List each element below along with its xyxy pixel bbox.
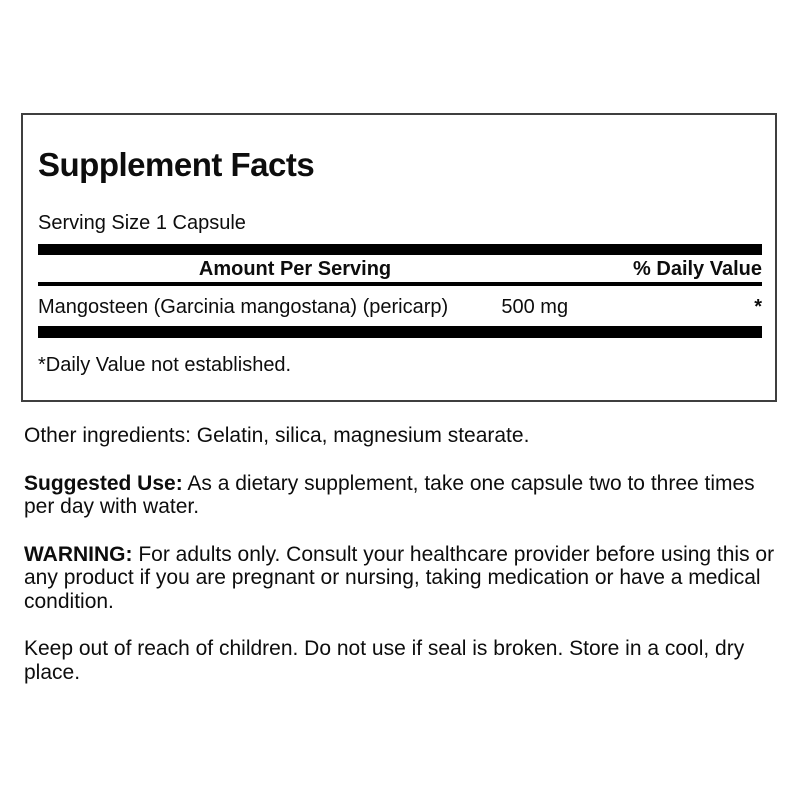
separator-bar-thick-bottom [38, 326, 762, 338]
column-header-amount-per-serving: Amount Per Serving [198, 258, 392, 280]
storage-line-2: place. [24, 660, 81, 684]
suggested-use-line-1 [24, 472, 784, 496]
table-row [38, 286, 762, 326]
column-header-daily-value: % Daily Value [633, 258, 762, 280]
serving-size-text: Serving Size 1 Capsule [38, 212, 246, 234]
daily-value-footnote: *Daily Value not established. [38, 354, 292, 376]
panel-title: Supplement Facts [38, 146, 315, 183]
suggested-use-paragraph [24, 472, 784, 519]
other-ingredients-paragraph [24, 424, 784, 448]
separator-bar-thick-top [38, 244, 762, 255]
warning-paragraph [24, 543, 784, 614]
other-ingredients-line: Other ingredients: Gelatin, silica, magnesium stearate. [24, 424, 530, 447]
table-header-row [38, 255, 762, 282]
warning-label: WARNING: [24, 542, 133, 566]
storage-paragraph [24, 637, 784, 684]
suggested-use-label: Suggested Use: [24, 471, 183, 495]
storage-line-1: Keep out of reach of children. Do not use if seal is broken. Store in a cool, dry [24, 637, 745, 660]
ingredient-daily-value: * [754, 296, 762, 318]
ingredient-name: Mangosteen (Garcinia mangostana) (pericarp) [38, 296, 449, 318]
suggested-use-text: As a dietary supplement, take one capsule two to three times [182, 471, 755, 495]
warning-text: For adults only. Consult your healthcare provider before using this or [132, 542, 775, 566]
ingredient-amount: 500 mg [501, 296, 569, 318]
label-body-text [24, 424, 784, 708]
warning-line-2: any product if you are pregnant or nursing, taking medication or have a medical [24, 566, 761, 589]
supplement-facts-panel [21, 113, 777, 402]
warning-line-1 [24, 543, 784, 567]
warning-line-3: condition. [24, 589, 114, 613]
suggested-use-line-2: per day with water. [24, 495, 200, 518]
